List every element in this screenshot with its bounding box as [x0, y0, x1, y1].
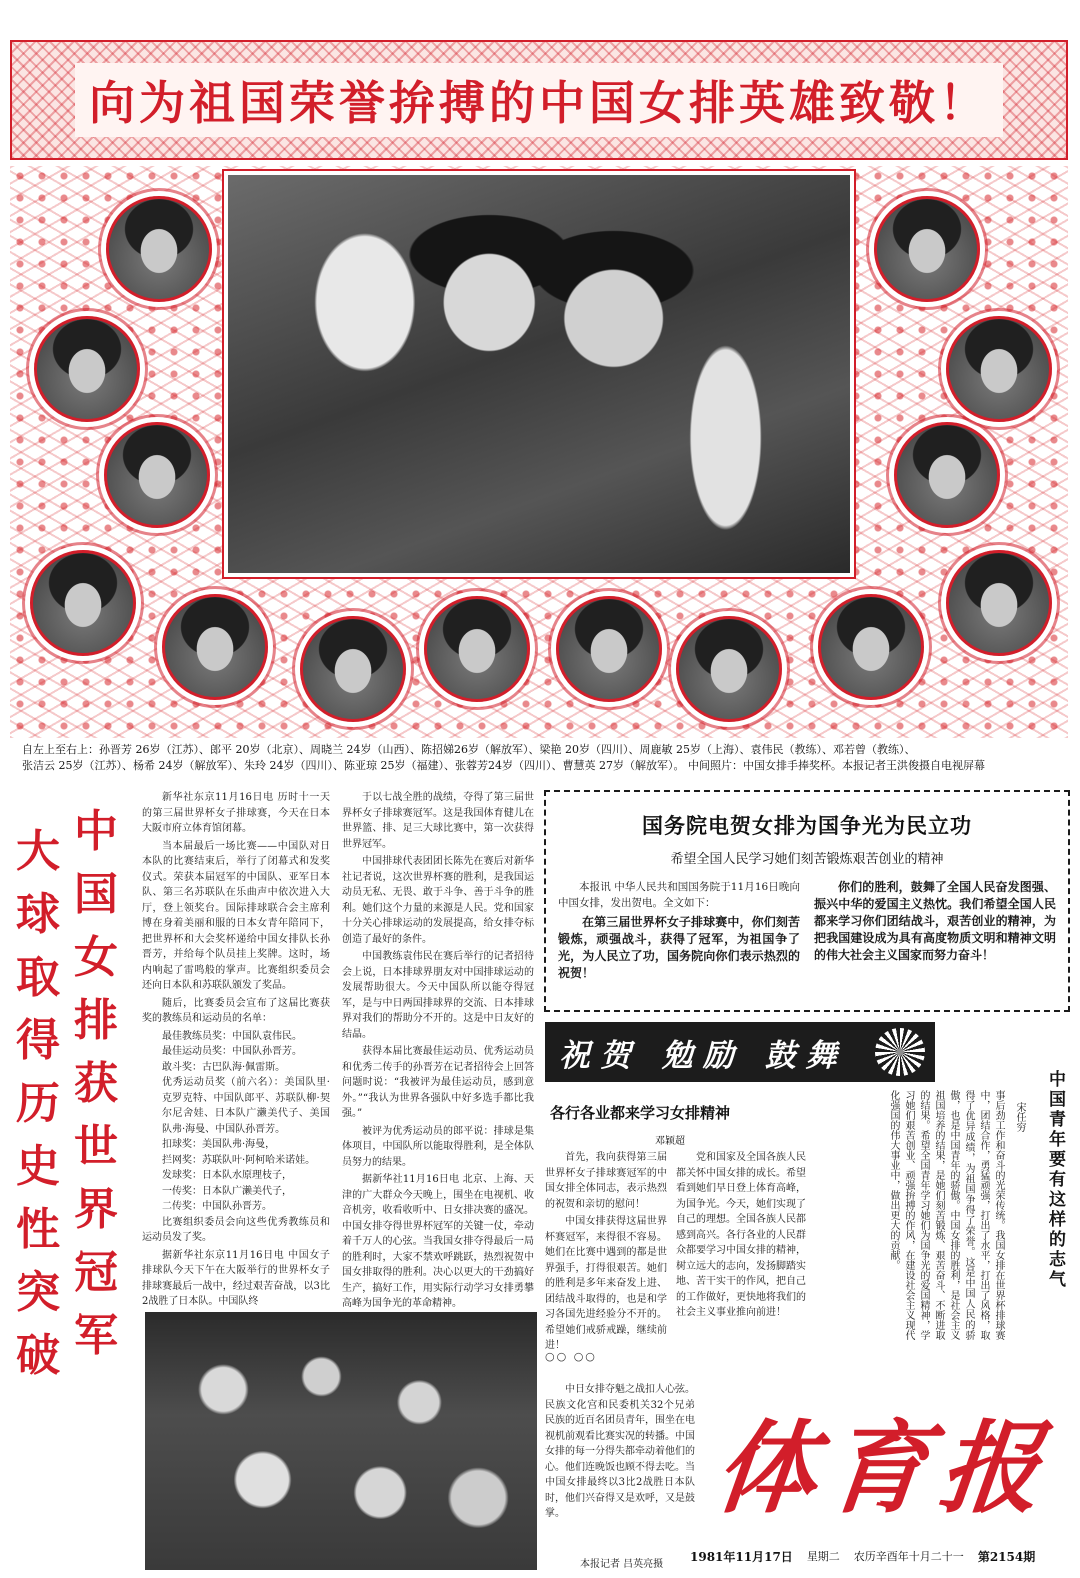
photo-reporter: 本报记者 吕英亮摄	[580, 1559, 664, 1570]
dateline	[690, 1548, 1075, 1565]
youth-article-title: 中国青年要有这样的志气	[1045, 1070, 1065, 1290]
night-watch-article	[545, 1382, 695, 1550]
weekday: 星期二	[806, 1550, 840, 1563]
crowd-photo	[145, 1312, 537, 1570]
portrait	[818, 594, 924, 700]
issue-number: 第2154期	[977, 1550, 1036, 1564]
article-paragraph: 被评为优秀运动员的郎平说：排球是集体项目，中国队所以能取得胜利，是全体队员努力的结果。	[342, 1125, 534, 1168]
portrait	[556, 596, 662, 702]
box-title: 国务院电贺女排为国争光为民立功	[642, 814, 972, 838]
article-paragraph: 当本届最后一场比赛——中国队对日本队的比赛结束后，举行了闭幕式和发奖仪式。荣获本届冠军的中国队、亚军日本队、第三名苏联队在乐曲声中依次进入大厅，登上领奖台。国际排球联合会主席利博在身着美丽和服的日本女青年陪同下，把世界杯和大会奖杯递给中国女排队长孙晋芳，并给每个队员挂上奖牌。这时，场内响起了雷鸣般的掌声。比赛组织委员会还向日本队和苏联队颁发了奖品。	[142, 840, 330, 991]
article-second	[342, 790, 534, 1309]
portrait	[34, 316, 140, 422]
headline-column-2: 大球取得历史性突破	[16, 826, 60, 1381]
youth-article-text: 事后劲工作和奋斗的光荣传统。我国女排在世界杯排球赛中，团结合作，勇猛顽强，打出了水平，打出了风格，取得了优异成绩，为祖国争得了荣誉。这是中国人民的骄傲，也是中国青年的骄傲。中国女排的胜利，是社会主义祖国培养的结果，是她们刻苦锻炼、艰苦奋斗、不断进取的结果。希望全国青年学习她们为国争光的爱国精神，学习她们艰苦创业、顽强拚搏的作风，在建设社会主义现代化强国的伟大事业中，做出更大的贡献。	[888, 1090, 1004, 1340]
prize-item: 扣球奖：美国队弗·海曼，	[162, 1139, 276, 1150]
article-paragraph: 获得本届比赛最佳运动员、优秀运动员和优秀二传手的孙晋芳在记者招待会上回答问题时说：“我被评为最佳运动员，感到意外。”“我认为世界各强队中好多选手都比我强。”	[342, 1046, 534, 1119]
celebrate-banner	[545, 1022, 935, 1082]
banner	[10, 40, 1068, 160]
olympic-rings-icon: ○○ ○○	[545, 1350, 597, 1363]
prize-item: 优秀运动员奖（前六名）：美国队里·克罗克特、中国队郎平、苏联队柳·契尔尼舍娃、日本队广濑美代子、美国队弗·海曼、中国队孙晋芳。	[162, 1077, 330, 1135]
caption-line-2: 张洁云 25岁（江苏）、杨希 24岁（解放军）、朱玲 24岁（四川）、陈亚琼 25岁（福建）、张蓉芳24岁（四川）、曹慧英 27岁（解放军）。 中间照片：中国女排手捧奖杯。本报记者王洪俊摄自电视屏幕	[22, 759, 985, 772]
study-title: 各行各业都来学习女排精神	[550, 1104, 731, 1122]
portrait	[30, 550, 136, 656]
celebrate-label: 祝贺 勉励 鼓舞	[559, 1037, 847, 1074]
issue-date: 1981年11月17日	[690, 1550, 793, 1564]
prize-item: 最佳教练员奖：中国队袁伟民。	[162, 1030, 302, 1042]
portrait	[162, 594, 268, 700]
study-paragraph: 中国女排获得这届世界杯赛冠军，来得很不容易。她们在比赛中遇到的都是世界强手，打得很艰苦。她们的胜利是多年来奋发上进、团结战斗取得的，也是和学习各国先进经验分不开的。希望她们戒骄戒躁，继续前进！	[545, 1216, 667, 1351]
study-column-2	[676, 1150, 806, 1390]
box-paragraph: 本报讯 中华人民共和国国务院于11月16日晚向中国女排，发出贺电。全文如下：	[558, 881, 800, 909]
box-paragraph: 你们的胜利，鼓舞了全国人民奋发图强、振兴中华的爱国主义热忱。我们希望全国人民都来学习你们团结战斗，艰苦创业的精神，为把我国建设成为具有高度物质文明和精神文明的伟大社会主义国家而努力奋斗！	[814, 880, 1056, 962]
night-paragraph: 中日女排夺魁之战扣人心弦。民族文化宫和民委机关32个兄弟民族的近百名团员青年，围坐在电视机前观看比赛实况的转播。中国女排的每一分得失都牵动着他们的心。他们连晚饭也顾不得去吃。当中国女排最终以3比2战胜日本队时，他们兴奋得又是欢呼，又是鼓掌。	[545, 1384, 695, 1519]
portrait	[104, 422, 210, 528]
portrait	[106, 196, 212, 302]
article-paragraph: 中国排球代表团团长陈先在赛后对新华社记者说，这次世界杯赛的胜利，是我国运动员无私、无畏、敢于斗争、善于斗争的胜利。她们这个力量的来源是人民。党和国家十分关心排球运动的发展提高，给女排夺标创造了最好的条件。	[342, 856, 534, 945]
youth-article-author: 宋任穷	[1014, 1102, 1025, 1132]
prize-item: 最佳运动员奖：中国队孙晋芳。	[162, 1046, 302, 1057]
article-paragraph: 于以七战全胜的战绩，夺得了第三届世界杯女子排球赛冠军。这是我国体育健儿在世界篮、排、足三大球比赛中，第一次获得世界冠军。	[342, 792, 534, 850]
portrait	[424, 596, 530, 702]
masthead	[700, 1390, 1070, 1530]
flower-icon	[875, 1028, 925, 1076]
portrait	[874, 196, 980, 302]
prize-item: 二传奖：中国队孙晋芳。	[162, 1201, 272, 1212]
portrait	[946, 316, 1052, 422]
box-paragraph: 在第三届世界杯女子排球赛中，你们刻苦锻炼，顽强战斗，获得了冠军，为祖国争了光，为人民立了功，国务院向你们表示热烈的祝贺！	[558, 915, 800, 980]
banner-title: 向为祖国荣誉拚搏的中国女排英雄致敬！	[75, 63, 1003, 137]
portrait	[300, 616, 406, 722]
headline-column-1: 中国女排获世界冠军	[74, 806, 118, 1361]
state-council-telegram-box	[544, 790, 1070, 1012]
main-photo-trophy	[224, 171, 854, 577]
article-main	[142, 790, 330, 1305]
prize-item: 敢斗奖：古巴队海·佩雷斯。	[162, 1061, 286, 1073]
caption-line-1: 自左上至右上：孙晋芳 26岁（江苏）、郎平 20岁（北京）、周晓兰 24岁（山西）、陈招娣26岁（解放军）、梁艳 20岁（四川）、周鹿敏 25岁（上海）、袁伟民（教练）、邓若曾（教练）、	[22, 743, 916, 756]
photo-caption	[22, 742, 1062, 774]
portrait	[676, 616, 782, 722]
article-paragraph: 新华社东京11月16日电 历时十一天的第三届世界杯女子排球赛，今天在日本大阪市府立体育馆闭幕。	[142, 792, 330, 834]
prize-item: 一传奖：日本队广濑美代子，	[162, 1185, 292, 1197]
portrait	[894, 422, 1000, 528]
article-paragraph: 中国教练袁伟民在赛后举行的记者招待会上说，日本排球界朋友对中国排球运动的发展帮助很大。今天中国队所以能夺得冠军，是与中日两国排球界的交流、日本排球界对我们的帮助分不开的。这是中日友好的结晶。	[342, 951, 534, 1040]
article-paragraph: 随后，比赛委员会宣布了这届比赛获奖的教练员和运动员的名单：	[142, 997, 330, 1024]
study-author: 邓颖超	[655, 1136, 685, 1147]
study-paragraph: 党和国家及全国各族人民都关怀中国女排的成长。希望看到她们早日登上体育高峰，为国争光。今天，她们实现了自己的理想。全国各族人民都感到高兴。各行各业的人民群众都要学习中国女排的精神，树立远大的志向，发扬脚踏实地、苦干实干的作风，把自己的工作做好，更快地将我们的社会主义事业推向前进！	[676, 1152, 806, 1318]
article-paragraph: 比赛组织委员会向这些优秀教练员和运动员发了奖。	[142, 1216, 330, 1243]
prize-item: 发球奖：日本队水原理枝子，	[162, 1170, 292, 1181]
portrait	[946, 550, 1052, 656]
masthead-title: 体育报	[709, 1409, 1059, 1527]
prize-item: 拦网奖：苏联队叶·阿柯哈米诺娃。	[162, 1154, 316, 1166]
lunar-date: 农历辛酉年十月二十一	[853, 1550, 964, 1563]
box-subtitle: 希望全国人民学习她们刻苦锻炼艰苦创业的精神	[670, 852, 944, 867]
study-paragraph: 首先，我向获得第三届世界杯女子排球赛冠军的中国女排全体同志，表示热烈的祝贺和亲切的慰问！	[545, 1152, 667, 1210]
study-column-1	[545, 1150, 667, 1351]
article-paragraph: 据新华社东京11月16日电 中国女子排球队今天下午在大阪举行的世界杯女子排球赛最后一战中，经过艰苦奋战，以3比2战胜了日本队。中国队终	[142, 1249, 330, 1307]
article-paragraph: 据新华社11月16日电 北京、上海、天津的广大群众今天晚上，围坐在电视机、收音机旁，收看收听中、日女排决赛的盛况。中国女排夺得世界杯冠军的关键一仗，牵动着千万人的心弦。当我国女排夺得最后一局的胜利时，大家不禁欢呼跳跃，热烈祝贺中国女排取得的胜利。决心以更大的干劲搞好生产，搞好工作，用实际行动学习女排勇攀高峰为国争光的革命精神。	[342, 1174, 534, 1309]
